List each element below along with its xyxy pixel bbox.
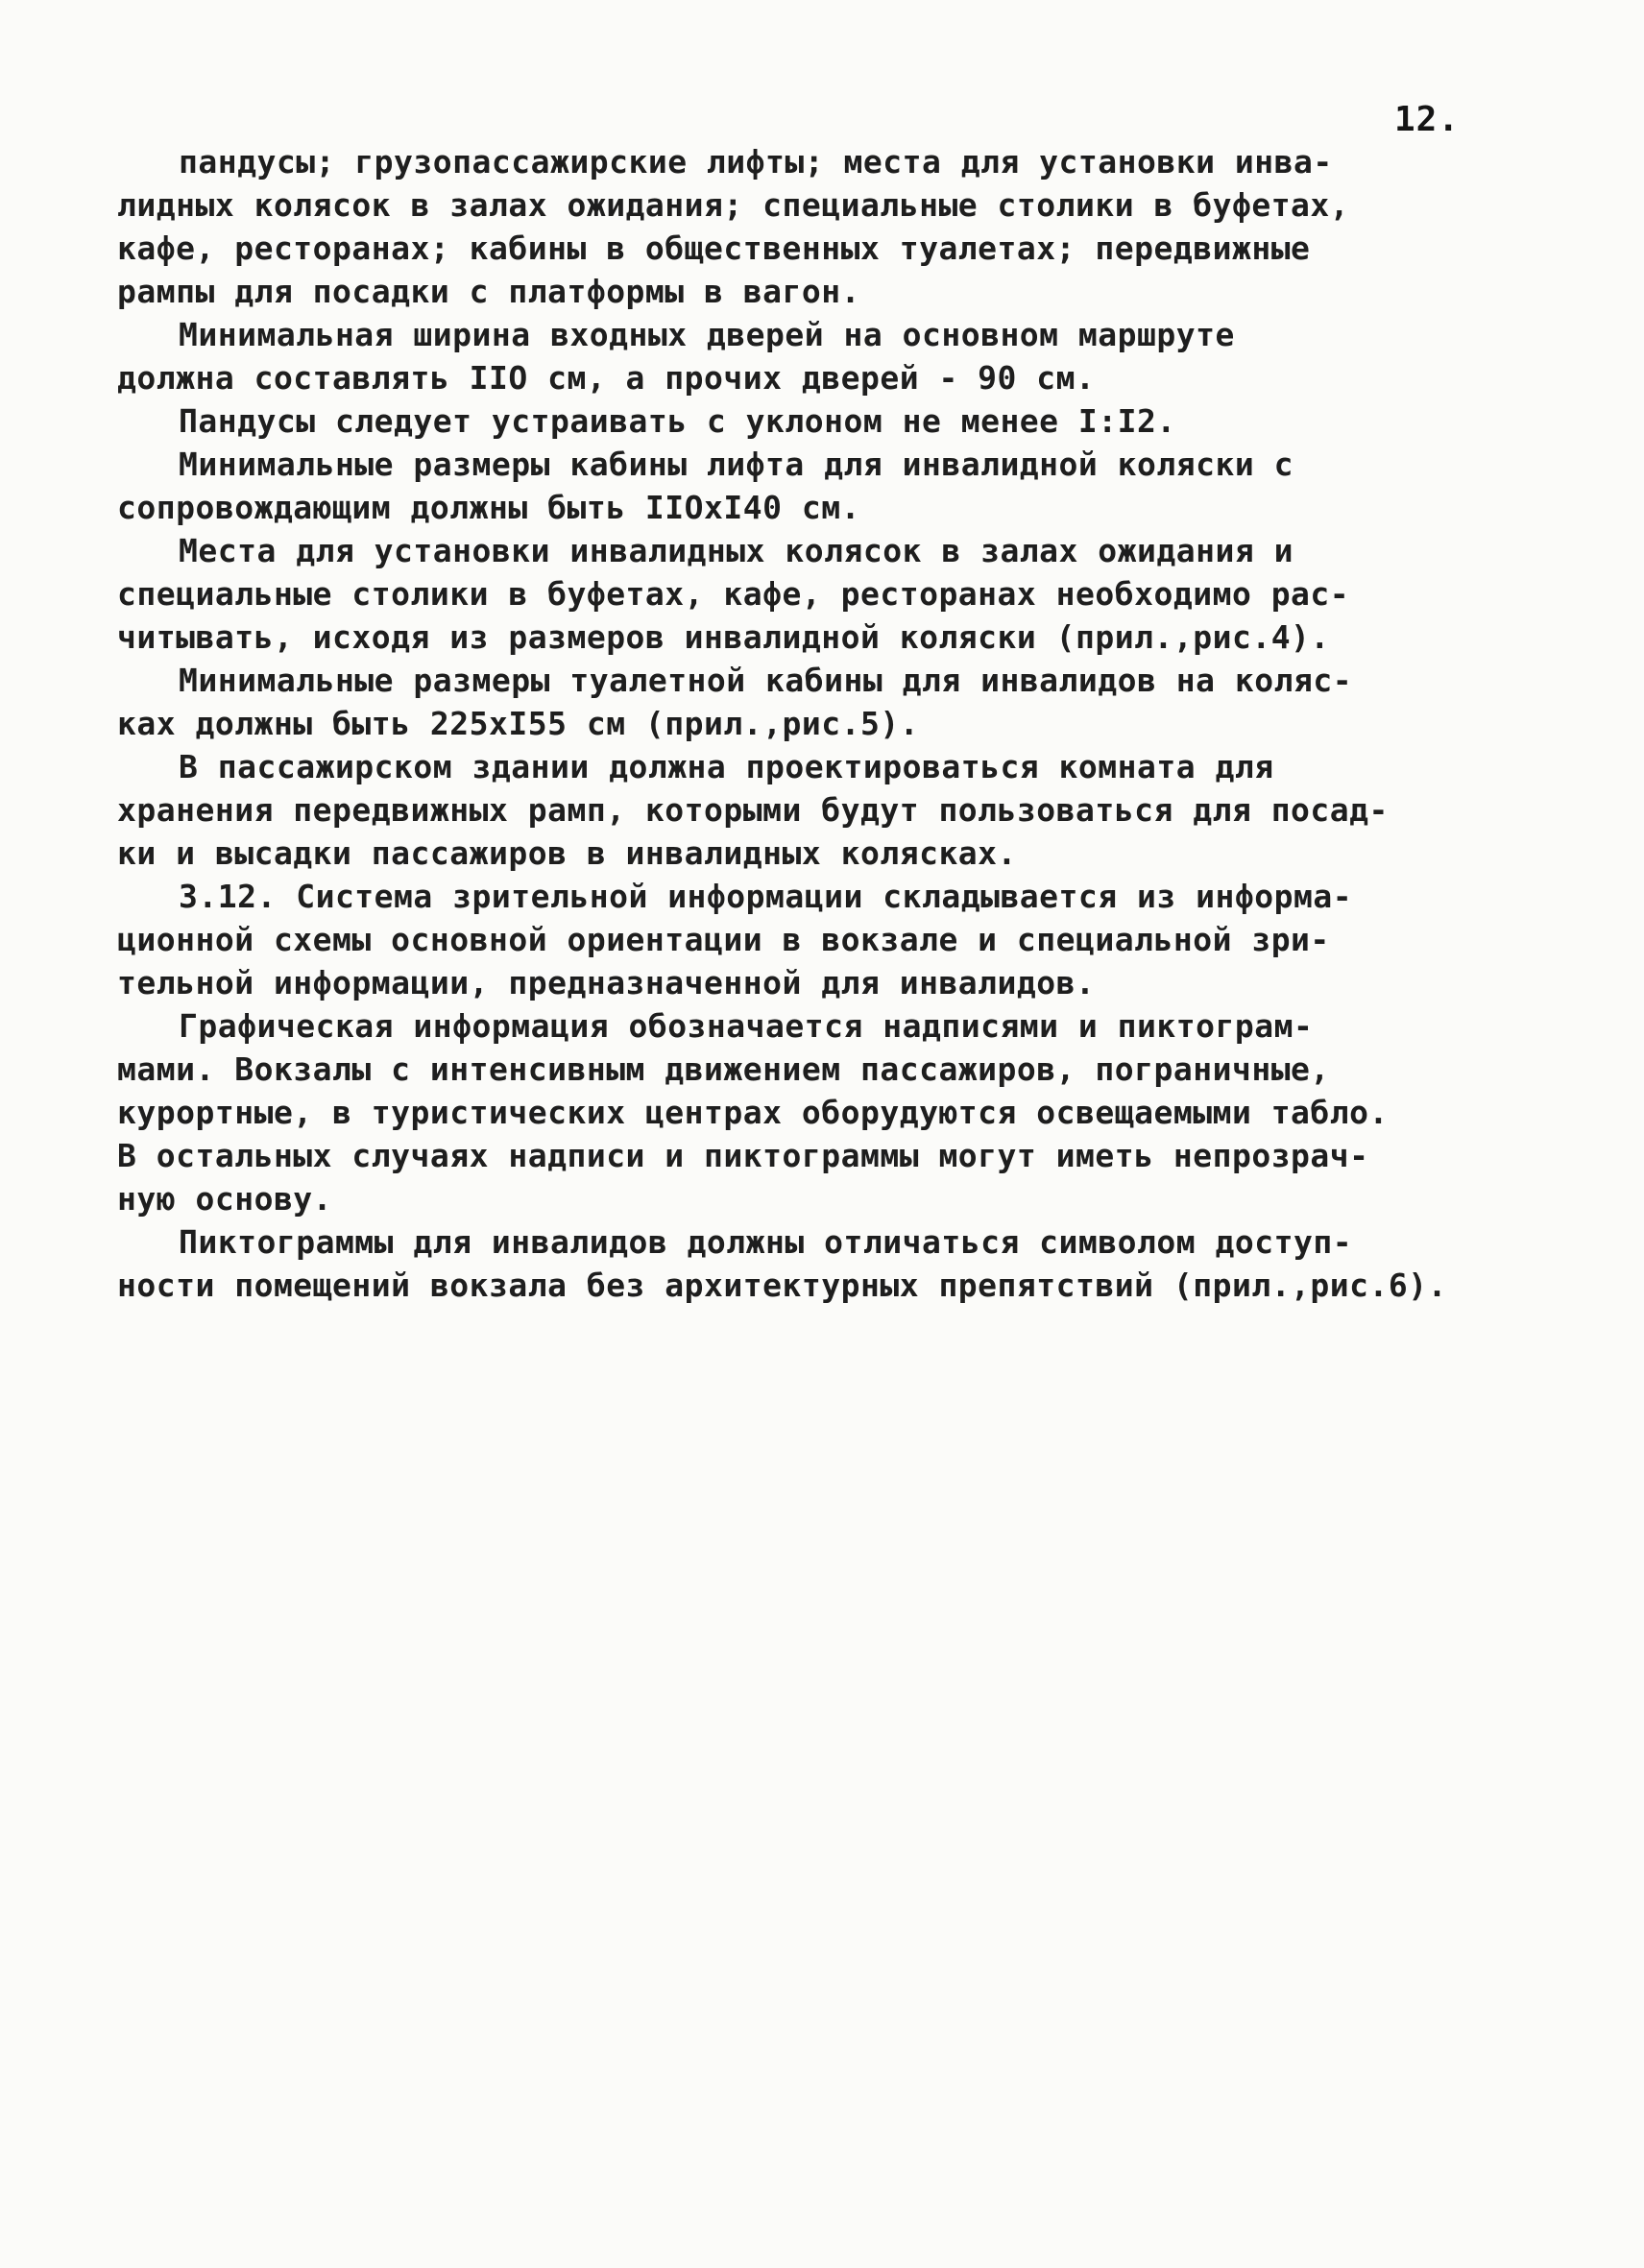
text-line: ности помещений вокзала без архитектурных препятствий (прил.,рис.6). bbox=[117, 1267, 1448, 1304]
text-line: Минимальная ширина входных дверей на основном маршруте bbox=[179, 316, 1235, 353]
text-line: читывать, исходя из размеров инвалидной коляски (прил.,рис.4). bbox=[117, 618, 1330, 656]
text-line: ционной схемы основной ориентации в вокзале и специальной зри- bbox=[117, 921, 1330, 958]
text-line: мами. Вокзалы с интенсивным движением пассажиров, пограничные, bbox=[117, 1050, 1330, 1088]
text-line: кафе, ресторанах; кабины в общественных туалетах; передвижные bbox=[117, 229, 1311, 267]
text-line: лидных колясок в залах ожидания; специальные столики в буфетах, bbox=[117, 186, 1350, 224]
text-line: Графическая информация обозначается надписями и пиктограм- bbox=[179, 1007, 1314, 1045]
text-line: пандусы; грузопассажирские лифты; места для установки инва- bbox=[179, 143, 1333, 181]
text-line: ную основу. bbox=[117, 1180, 333, 1218]
text-line: В остальных случаях надписи и пиктограммы могут иметь непрозрач- bbox=[117, 1137, 1369, 1174]
text-line: курортные, в туристических центрах оборудуются освещаемыми табло. bbox=[117, 1094, 1389, 1131]
text-line: специальные столики в буфетах, кафе, ресторанах необходимо рас- bbox=[117, 575, 1350, 613]
page-number: 12. bbox=[1394, 100, 1461, 139]
document-body bbox=[117, 140, 1577, 1307]
text-line: рампы для посадки с платформы в вагон. bbox=[117, 273, 860, 310]
text-line: должна составлять IIO см, а прочих дверей - 90 см. bbox=[117, 359, 1096, 397]
text-line: тельной информации, предназначенной для инвалидов. bbox=[117, 964, 1096, 1001]
text-line: сопровождающим должны быть IIOхI40 см. bbox=[117, 489, 860, 526]
text-line: Минимальные размеры кабины лифта для инвалидной коляски с bbox=[179, 446, 1293, 483]
text-line: ки и высадки пассажиров в инвалидных колясках. bbox=[117, 834, 1017, 872]
text-line: Минимальные размеры туалетной кабины для инвалидов на коляс- bbox=[179, 662, 1353, 699]
text-line: Места для установки инвалидных колясок в залах ожидания и bbox=[179, 532, 1293, 569]
text-line: Пиктограммы для инвалидов должны отличаться символом доступ- bbox=[179, 1223, 1353, 1261]
text-line: хранения передвижных рамп, которыми будут пользоваться для посад- bbox=[117, 791, 1389, 829]
text-line: 3.12. Система зрительной информации складывается из информа- bbox=[179, 878, 1353, 915]
text-line: В пассажирском здании должна проектироваться комната для bbox=[179, 748, 1274, 785]
text-line: Пандусы следует устраивать с уклоном не менее I:I2. bbox=[179, 402, 1176, 440]
text-line: ках должны быть 225хI55 см (прил.,рис.5). bbox=[117, 705, 920, 742]
